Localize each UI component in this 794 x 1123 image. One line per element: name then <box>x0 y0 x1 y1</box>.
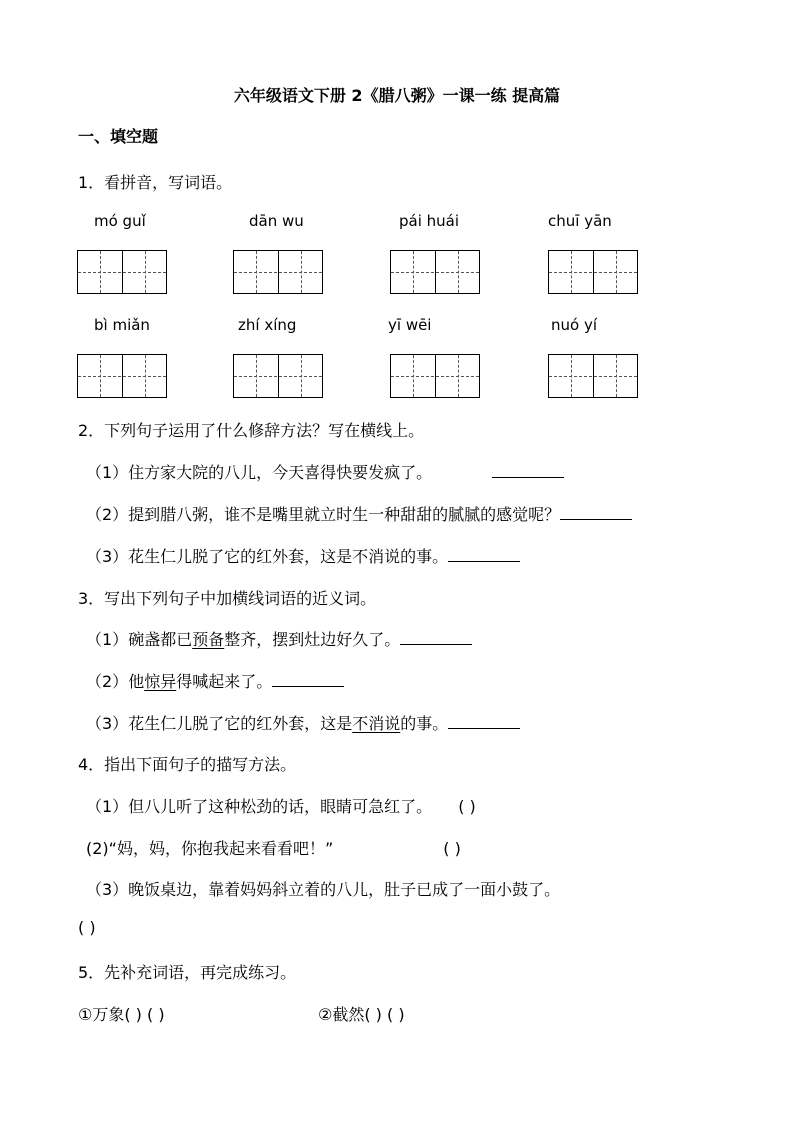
question-4-item <box>86 836 461 859</box>
underlined-word: 预备 <box>192 630 225 649</box>
writing-grid[interactable] <box>77 250 167 294</box>
writing-grid[interactable] <box>77 354 167 398</box>
writing-grid[interactable] <box>548 354 638 398</box>
pinyin-label: chuī yān <box>548 212 612 230</box>
writing-grid[interactable] <box>548 250 638 294</box>
answer-paren[interactable]: ( ) <box>78 918 96 937</box>
question-3-item <box>86 627 472 650</box>
question-3-item <box>86 669 344 692</box>
answer-paren[interactable]: ( ) <box>458 797 476 816</box>
item-text: （1）住方家大院的八儿，今天喜得快要发疯了。 <box>86 463 433 482</box>
pinyin-label: dān wu <box>249 212 304 230</box>
question-4-item <box>86 794 476 817</box>
item-text: （3）花生仁儿脱了它的红外套，这是不消说的事。 <box>86 547 449 566</box>
question-2-item <box>86 544 520 567</box>
item-number: （2） <box>86 672 129 691</box>
item-text: （2）提到腊八粥，谁不是嘴里就立时生一种甜甜的腻腻的感觉呢？ <box>86 505 561 524</box>
item-text-after: 整齐，摆到灶边好久了。 <box>224 630 401 649</box>
writing-grid[interactable] <box>233 250 323 294</box>
question-2-stem: 2．下列句子运用了什么修辞方法？写在横线上。 <box>78 421 425 440</box>
item-text-before: 碗盏都已 <box>128 630 193 649</box>
question-2-item <box>86 502 632 525</box>
item-text-before: 他 <box>128 672 145 691</box>
question-4-stem: 4．指出下面句子的描写方法。 <box>78 755 297 774</box>
writing-grid[interactable] <box>390 250 480 294</box>
answer-line[interactable] <box>448 547 520 562</box>
section-heading: 一、填空题 <box>78 127 159 146</box>
worksheet-title: 六年级语文下册 2《腊八粥》一课一练 提高篇 <box>233 86 561 105</box>
pinyin-label: nuó yí <box>551 316 598 334</box>
question-2-item <box>86 460 564 483</box>
pinyin-label: pái huái <box>399 212 460 230</box>
answer-paren[interactable]: ( ) <box>443 839 461 858</box>
underlined-word: 不消说 <box>352 714 401 733</box>
question-5-stem: 5．先补充词语，再完成练习。 <box>78 963 297 982</box>
item-number: （1） <box>86 630 129 649</box>
pinyin-label: zhí xíng <box>238 316 297 334</box>
pinyin-label: yī wēi <box>388 316 432 334</box>
item-text-after: 的事。 <box>400 714 449 733</box>
question-1-stem: 1．看拼音，写词语。 <box>78 173 233 192</box>
writing-grid[interactable] <box>390 354 480 398</box>
answer-line[interactable] <box>400 630 472 645</box>
underlined-word: 惊异 <box>144 672 177 691</box>
writing-grid[interactable] <box>233 354 323 398</box>
answer-line[interactable] <box>272 672 344 687</box>
answer-line[interactable] <box>448 714 520 729</box>
question-4-item: （3）晚饭桌边，靠着妈妈斜立着的八儿，肚子已成了一面小鼓了。 <box>86 880 561 899</box>
item-text: (2)“妈，妈，你抱我起来看看吧！” <box>86 839 334 858</box>
fill-in-word[interactable]: ②截然( ) ( ) <box>318 1005 405 1024</box>
pinyin-label: mó guǐ <box>94 212 146 230</box>
item-text-before: 花生仁儿脱了它的红外套，这是 <box>128 714 353 733</box>
answer-line[interactable] <box>492 463 564 478</box>
pinyin-label: bì miǎn <box>94 316 150 334</box>
question-3-item <box>86 711 520 734</box>
question-3-stem: 3．写出下列句子中加横线词语的近义词。 <box>78 589 377 608</box>
fill-in-word[interactable]: ①万象( ) ( ) <box>78 1005 165 1024</box>
answer-line[interactable] <box>560 505 632 520</box>
item-number: （3） <box>86 714 129 733</box>
item-text: （1）但八儿听了这种松劲的话，眼睛可急红了。 <box>86 797 433 816</box>
item-text-after: 得喊起来了。 <box>176 672 273 691</box>
